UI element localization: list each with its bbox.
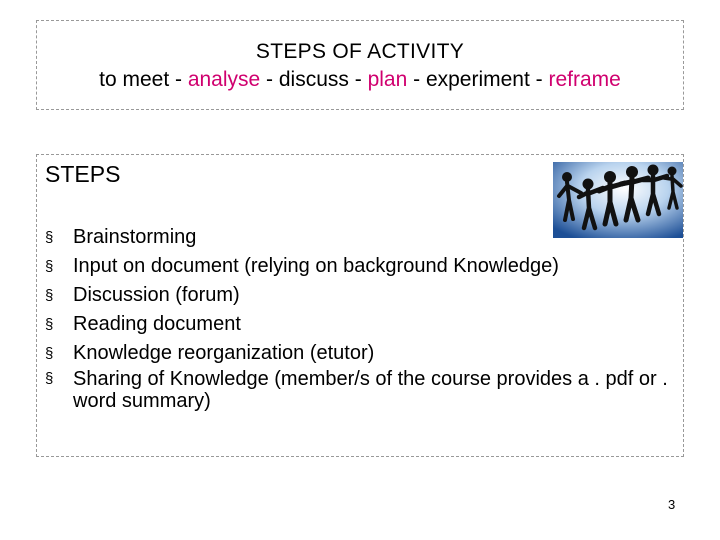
subtitle-part-discuss: - discuss - xyxy=(260,68,368,91)
subtitle-part-experiment: - experiment - xyxy=(407,68,549,91)
list-item-text: Knowledge reorganization (etutor) xyxy=(73,342,375,364)
slide-title: STEPS OF ACTIVITY xyxy=(255,40,465,63)
bullet-icon: § xyxy=(45,370,54,387)
list-item xyxy=(37,223,677,252)
list-item-text: Input on document (relying on background Knowledge) xyxy=(73,255,559,277)
subtitle-part-to-meet: to meet - xyxy=(99,68,188,91)
list-item xyxy=(37,310,677,339)
bullet-icon: § xyxy=(45,229,54,246)
bullet-icon: § xyxy=(45,345,54,362)
list-item xyxy=(37,281,677,310)
list-item xyxy=(37,368,677,412)
list-item-text: Discussion (forum) xyxy=(73,284,240,306)
steps-box xyxy=(36,154,684,457)
bullet-icon: § xyxy=(45,258,54,275)
list-item-text: Brainstorming xyxy=(73,226,197,248)
bullet-icon: § xyxy=(45,287,54,304)
list-item-text: Reading document xyxy=(73,313,241,335)
subtitle-part-reframe: reframe xyxy=(548,68,621,91)
list-item-text: Sharing of Knowledge (member/s of the course provides a . pdf or . word summary) xyxy=(73,368,668,412)
list-item xyxy=(37,339,677,368)
slide-subtitle xyxy=(37,68,683,92)
subtitle-part-analyse: analyse xyxy=(187,68,261,91)
steps-heading: STEPS xyxy=(45,161,121,187)
title-box xyxy=(36,20,684,110)
bullet-icon: § xyxy=(45,316,54,333)
subtitle-part-plan: plan xyxy=(367,68,408,91)
steps-list xyxy=(37,223,677,412)
page-number: 3 xyxy=(668,497,676,512)
list-item xyxy=(37,252,677,281)
